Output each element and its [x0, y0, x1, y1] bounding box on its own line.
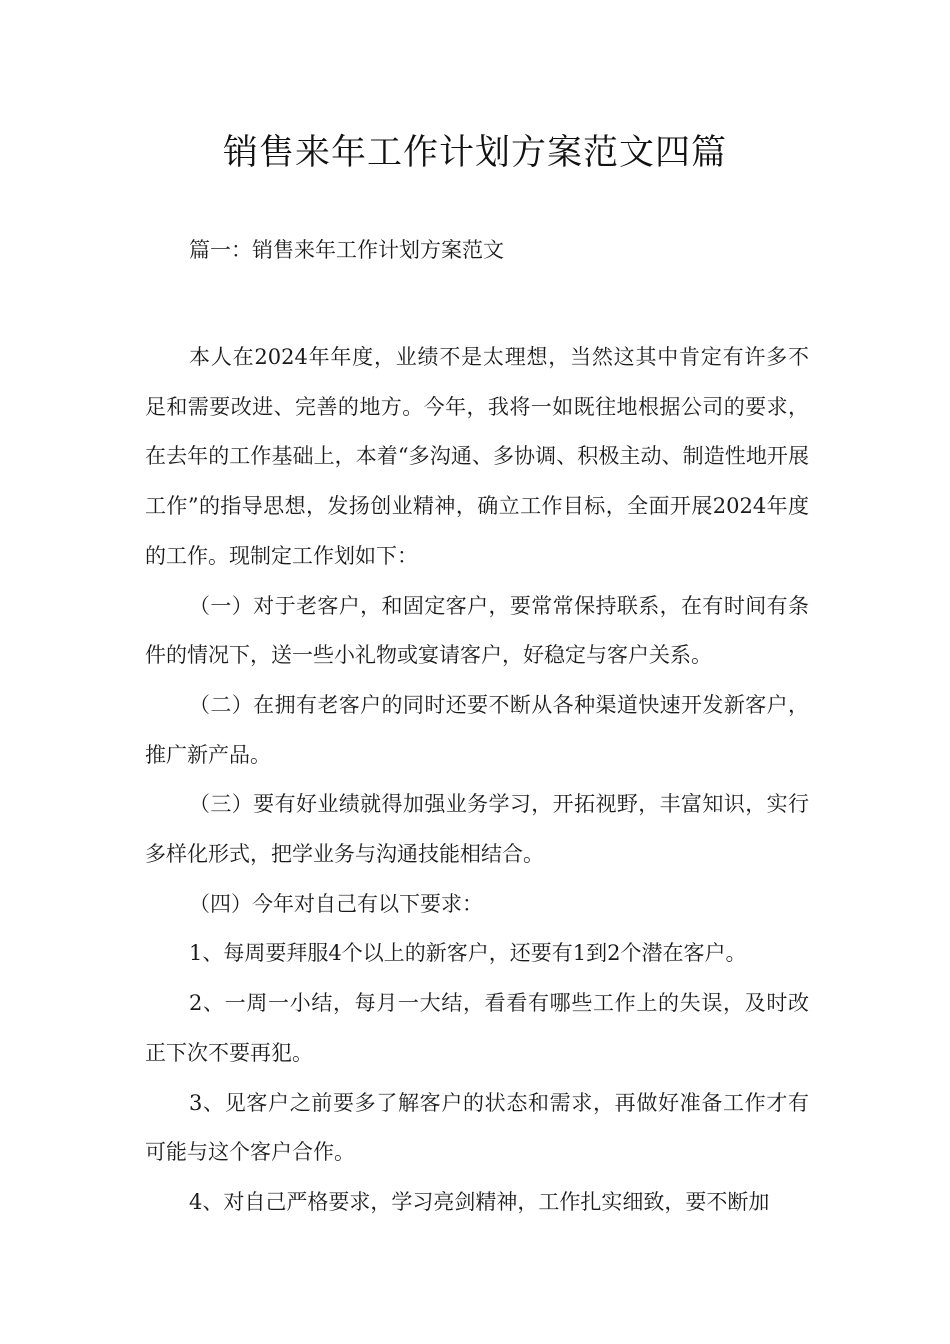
intro-paragraph: 本人在2024年年度，业绩不是太理想，当然这其中肯定有许多不足和需要改进、完善的地方。今年，我将一如既往地根据公司的要求，在去年的工作基础上，本着“多沟通、多协调、积极主动、制造性地开展工作”的指导思想，发扬创业精神，确立工作目标，全面开展2024年度的工作。现制定工作划如下：: [145, 345, 809, 568]
plan-item-2: （二）在拥有老客户的同时还要不断从各种渠道快速开发新客户，推广新产品。: [145, 692, 809, 767]
requirement-3: 3、见客户之前要多了解客户的状态和需求，再做好准备工作才有可能与这个客户合作。: [145, 1090, 809, 1165]
section-heading: 篇一：销售来年工作计划方案范文: [189, 238, 504, 262]
plan-item-4: （四）今年对自己有以下要求：: [189, 891, 483, 916]
requirement-2: 2、一周一小结，每月一大结，看看有哪些工作上的失误，及时改正下次不要再犯。: [145, 991, 809, 1065]
document-title: 销售来年工作计划方案范文四篇: [222, 133, 727, 173]
requirement-4: 4、对自己严格要求，学习亮剑精神，工作扎实细致，要不断加: [189, 1189, 770, 1214]
plan-item-3: （三）要有好业绩就得加强业务学习，开拓视野，丰富知识，实行多样化形式，把学业务与沟通技能相结合。: [145, 792, 809, 867]
plan-item-1: （一）对于老客户，和固定客户，要常常保持联系，在有时间有条件的情况下，送一些小礼物或宴请客户，好稳定与客户关系。: [145, 593, 809, 668]
requirement-1: 1、每周要拜服4个以上的新客户，还要有1到2个潜在客户。: [189, 941, 747, 966]
document-body: [145, 333, 809, 1228]
